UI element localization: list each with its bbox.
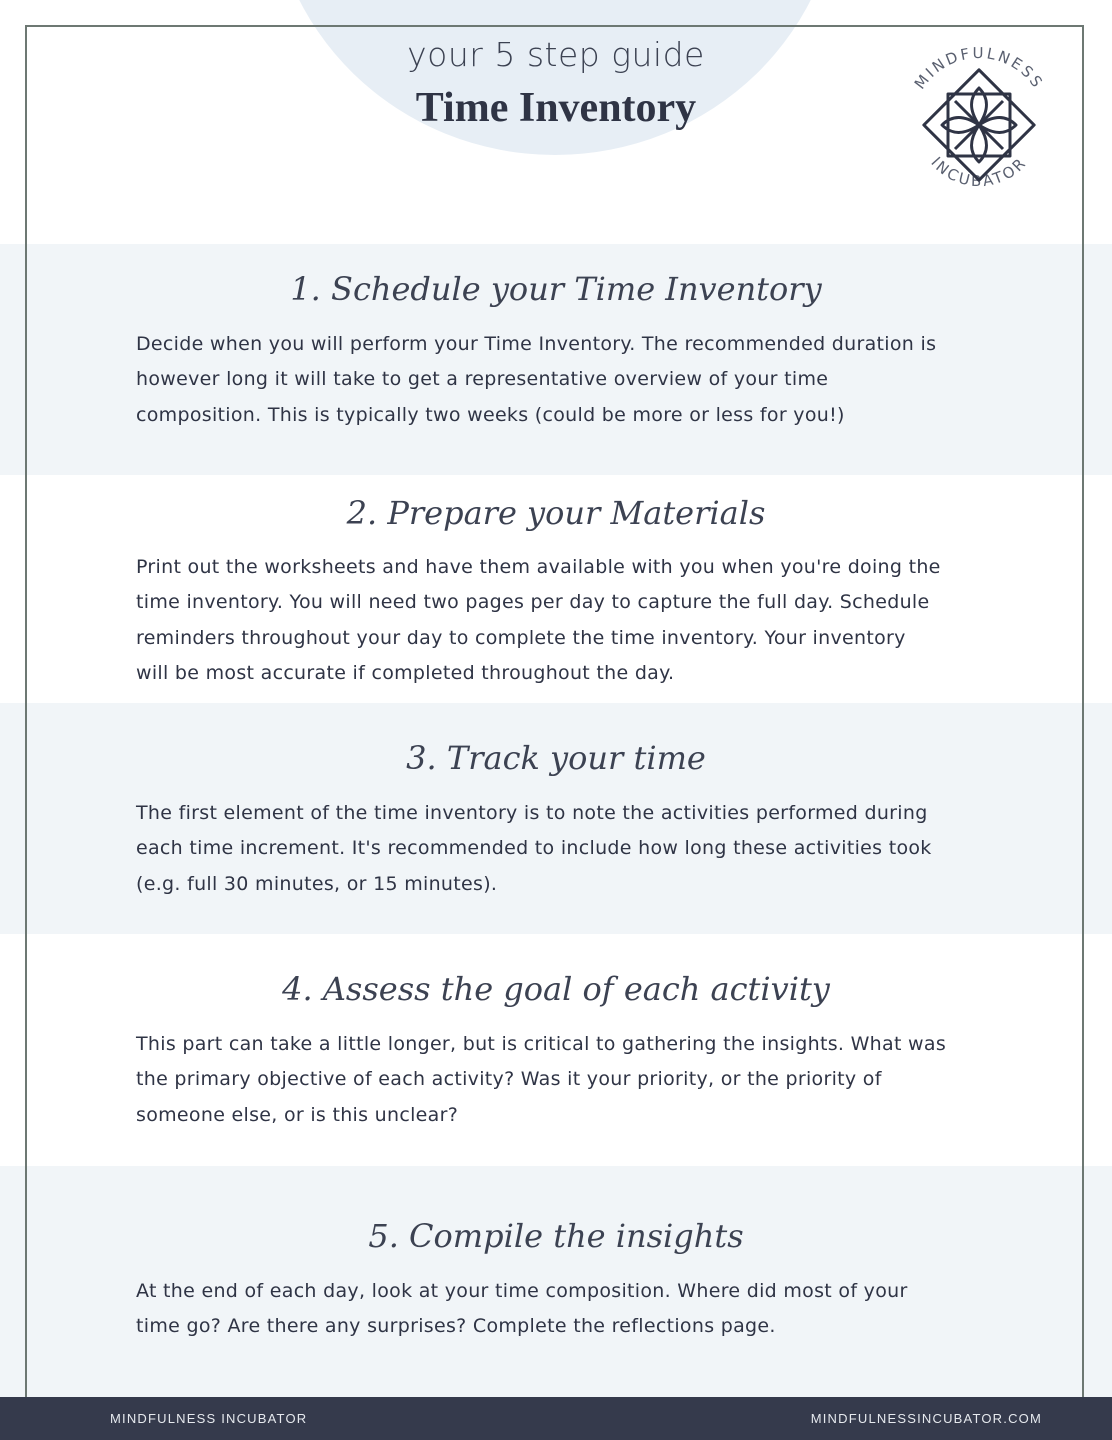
step-3-line: (e.g. full 30 minutes, or 15 minutes). [136, 872, 498, 895]
step-5-title: 5. Compile the insights [368, 1217, 744, 1255]
logo-bottom-text: INCUBATOR [927, 153, 1031, 191]
step-3-title: 3. Track your time [406, 739, 706, 777]
step-2-line: reminders throughout your day to complete the time inventory. Your inventory [136, 626, 906, 649]
step-2-title: 2. Prepare your Materials [346, 494, 766, 532]
footer-bar [0, 1397, 1112, 1440]
guide-tagline: your 5 step guide [407, 35, 705, 74]
step-1-line: however long it will take to get a representative overview of your time [136, 368, 829, 391]
step-3-text [136, 796, 986, 902]
step-2-line: Print out the worksheets and have them available with you when you're doing the [136, 556, 941, 578]
step-5-text [136, 1274, 986, 1345]
step-4-title: 4. Assess the goal of each activity [282, 970, 830, 1008]
step-4-line: This part can take a little longer, but is critical to gathering the insights. What was [136, 1033, 947, 1055]
step-3-line: The first element of the time inventory is to note the activities performed during [136, 802, 928, 824]
step-1-line: composition. This is typically two weeks (could be more or less for you!) [136, 403, 845, 426]
step-2-line: will be most accurate if completed throughout the day. [136, 661, 675, 684]
step-4-line: the primary objective of each activity? Was it your priority, or the priority of [136, 1068, 882, 1091]
footer-website-link[interactable]: MINDFULNESSINCUBATOR.COM [810, 1411, 1042, 1426]
footer-brand: MINDFULNESS INCUBATOR [110, 1411, 308, 1426]
logo-top-text: MINDFULNESS [910, 43, 1048, 93]
step-5-line: time go? Are there any surprises? Complete the reflections page. [136, 1315, 776, 1338]
step-1-text [136, 327, 986, 433]
step-1-line: Decide when you will perform your Time Inventory. The recommended duration is [136, 333, 937, 355]
step-2-text [136, 550, 986, 691]
step-4-text [136, 1027, 986, 1133]
step-3-line: each time increment. It's recommended to include how long these activities took [136, 837, 932, 860]
step-4-line: someone else, or is this unclear? [136, 1103, 459, 1126]
mindfulness-incubator-logo [893, 38, 1065, 210]
step-5-line: At the end of each day, look at your time composition. Where did most of your [136, 1280, 908, 1302]
step-2-line: time inventory. You will need two pages per day to capture the full day. Schedule [136, 591, 930, 614]
page-title: Time Inventory [415, 85, 697, 131]
page-frame [25, 25, 1084, 1415]
step-1-title: 1. Schedule your Time Inventory [290, 270, 822, 308]
